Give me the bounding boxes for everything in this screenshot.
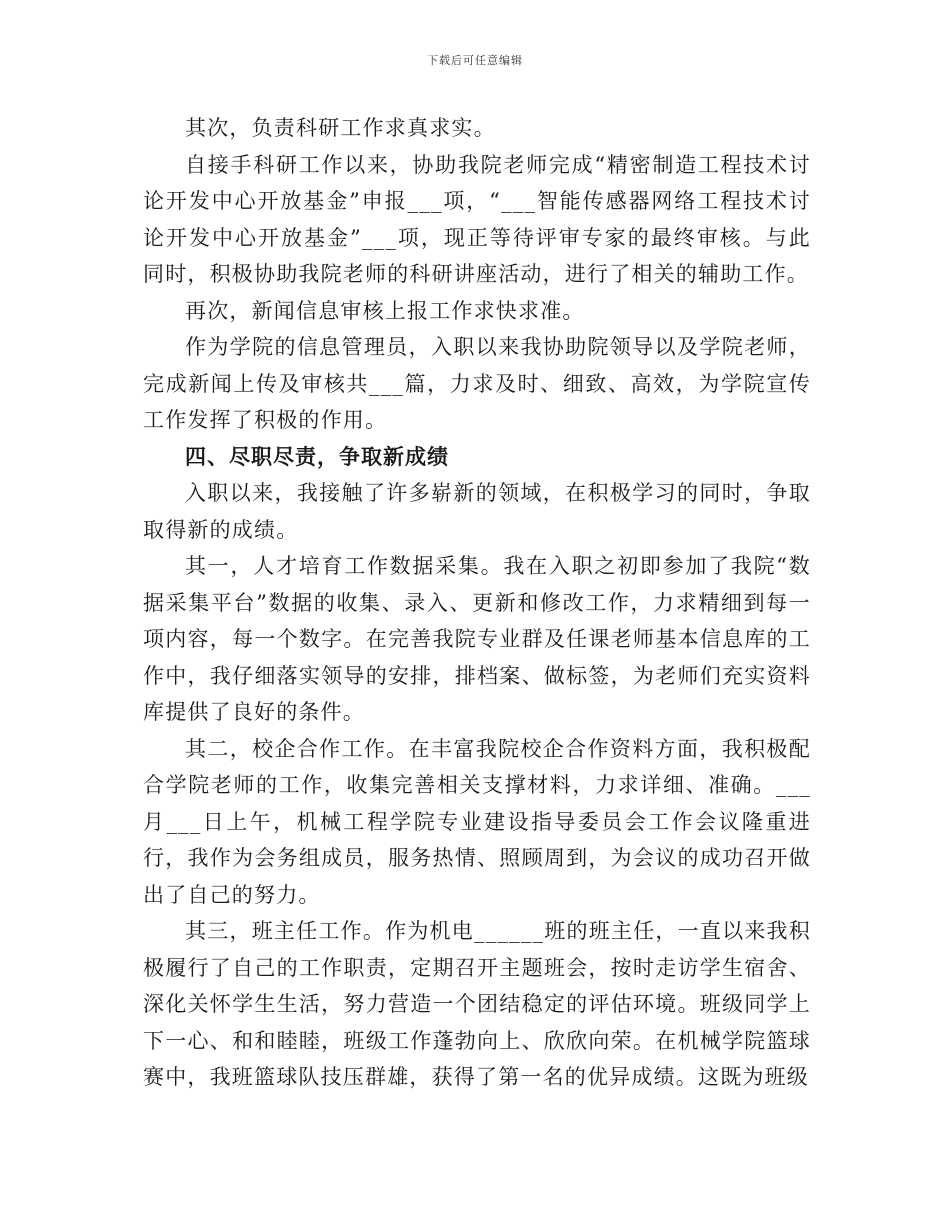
paragraph: 入职以来，我接触了许多崭新的领域，在积极学习的同时，争取取得新的成绩。 [143, 481, 811, 542]
section-heading: 四、尽职尽责，争取新成绩 [185, 443, 449, 469]
paragraph: 自接手科研工作以来，协助我院老师完成“精密制造工程技术讨论开发中心开放基金”申报___项，“___智能传感器网络工程技术讨论开发中心开放基金”___项，现正等待评审专家的最终审核。与此同时，积极协助我院老师的科研讲座活动，进行了相关的辅助工作。 [143, 152, 811, 286]
document-body [143, 110, 811, 1096]
paragraph: 作为学院的信息管理员，入职以来我协助院领导以及学院老师，完成新闻上传及审核共___篇，力求及时、细致、高效，为学院宣传工作发挥了积极的作用。 [143, 335, 811, 432]
paragraph: 再次，新闻信息审核上报工作求快求准。 [185, 298, 585, 323]
paragraph: 其三，班主任工作。作为机电______班的班主任，一直以来我积极履行了自己的工作职责，定期召开主题班会，按时走访学生宿舍、深化关怀学生生活，努力营造一个团结稳定的评估环境。班级同学上下一心、和和睦睦，班级工作蓬勃向上、欣欣向荣。在机械学院篮球赛中，我班篮球队技压群雄，获得了第一名的优异成绩。这既为班级 [143, 919, 811, 1089]
page-header: 下载后可任意编辑 [427, 54, 523, 67]
paragraph: 其一，人才培育工作数据采集。我在入职之初即参加了我院“数据采集平台”数据的收集、录入、更新和修改工作，力求精细到每一项内容，每一个数字。在完善我院专业群及任课老师基本信息库的工作中，我仔细落实领导的安排，排档案、做标签，为老师们充实资料库提供了良好的条件。 [143, 554, 811, 724]
paragraph: 其次，负责科研工作求真求实。 [185, 116, 496, 140]
paragraph: 其二，校企合作工作。在丰富我院校企合作资料方面，我积极配合学院老师的工作，收集完善相关支撑材料，力求详细、准确。___月___日上午，机械工程学院专业建设指导委员会工作会议隆重进行，我作为会务组成员，服务热情、照顾周到，为会议的成功召开做出了自己的努力。 [143, 736, 811, 907]
